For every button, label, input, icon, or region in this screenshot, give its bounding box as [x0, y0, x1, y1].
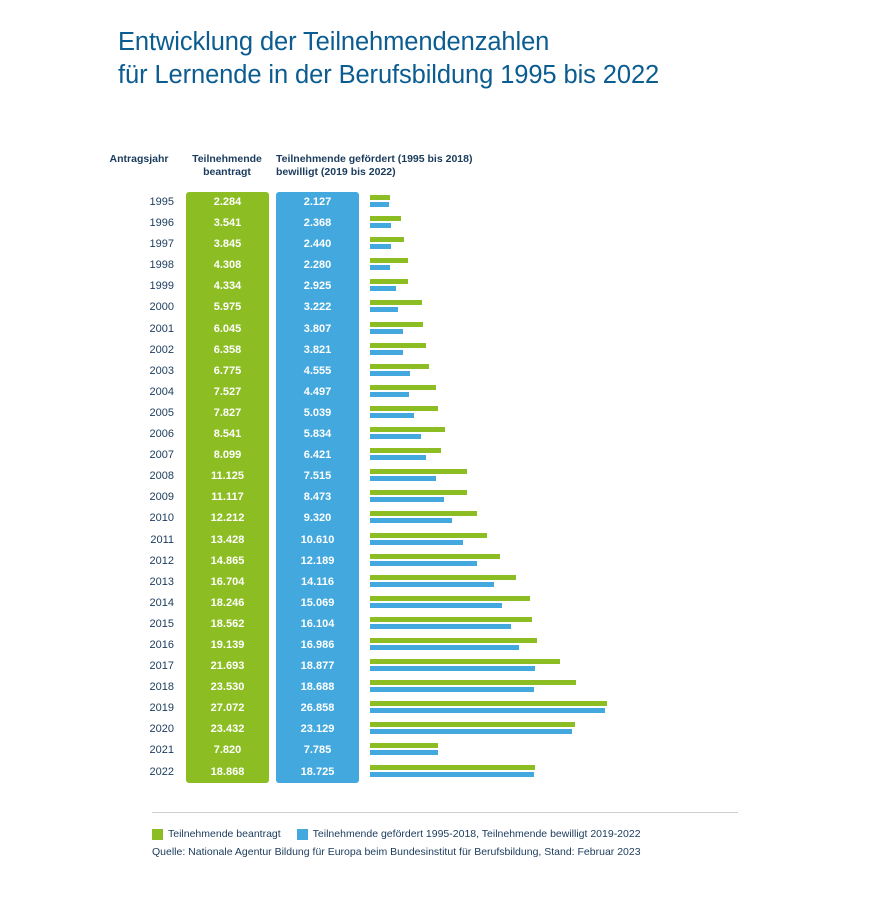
row-funded-value: 18.688: [300, 681, 335, 694]
bar-funded: [370, 624, 511, 629]
row-bars: [370, 617, 532, 633]
row-funded-value: 10.610: [300, 533, 335, 546]
bar-funded: [370, 286, 396, 291]
row-year: 2008: [149, 470, 174, 483]
row-funded-value: 2.280: [303, 259, 332, 272]
bar-funded: [370, 603, 502, 608]
bar-applied: [370, 258, 408, 263]
bar-applied: [370, 195, 390, 200]
row-bars: [370, 406, 438, 422]
row-funded-value: 16.104: [300, 617, 335, 630]
bar-applied: [370, 300, 422, 305]
row-bars: [370, 638, 537, 654]
bar-funded: [370, 540, 463, 545]
row-year: 2013: [149, 575, 174, 588]
bar-applied: [370, 511, 477, 516]
row-year: 1996: [149, 217, 174, 230]
title-line-2: für Lernende in der Berufsbildung 1995 bis 2022: [118, 61, 660, 89]
footer-divider: [152, 812, 738, 813]
bar-funded: [370, 497, 444, 502]
chart-row: [0, 762, 893, 783]
row-bars: [370, 237, 404, 253]
bar-applied: [370, 279, 408, 284]
bar-funded: [370, 772, 534, 777]
row-bars: [370, 448, 441, 464]
row-applied-value: 23.432: [210, 723, 245, 736]
chart-row: [0, 698, 893, 719]
row-year: 2007: [149, 449, 174, 462]
row-applied-value: 18.246: [210, 596, 245, 609]
row-applied-value: 13.428: [210, 533, 245, 546]
row-year: 2005: [149, 406, 174, 419]
bar-funded: [370, 413, 414, 418]
row-funded-value: 9.320: [303, 512, 332, 525]
row-bars: [370, 554, 500, 570]
row-applied-value: 8.541: [213, 428, 242, 441]
row-applied-value: 23.530: [210, 681, 245, 694]
row-year: 2000: [149, 301, 174, 314]
row-funded-value: 8.473: [303, 491, 332, 504]
row-year: 1997: [149, 238, 174, 251]
bar-applied: [370, 490, 467, 495]
row-year: 2019: [149, 702, 174, 715]
bar-applied: [370, 680, 576, 685]
row-year: 2006: [149, 428, 174, 441]
bar-funded: [370, 687, 534, 692]
row-applied-value: 3.845: [213, 238, 242, 251]
bar-funded: [370, 455, 426, 460]
bar-applied: [370, 322, 423, 327]
bar-funded: [370, 750, 438, 755]
row-bars: [370, 490, 467, 506]
row-bars: [370, 322, 423, 338]
row-applied-value: 18.868: [210, 765, 245, 778]
row-funded-value: 16.986: [300, 638, 335, 651]
bar-applied: [370, 575, 516, 580]
chart-row: [0, 192, 893, 213]
row-bars: [370, 300, 422, 316]
chart-row: [0, 403, 893, 424]
row-year: 2010: [149, 512, 174, 525]
row-year: 1995: [149, 196, 174, 208]
row-bars: [370, 533, 487, 549]
chart-row: [0, 530, 893, 551]
chart-row: [0, 213, 893, 234]
row-applied-value: 3.541: [213, 217, 242, 230]
bar-applied: [370, 448, 441, 453]
chart-area: [0, 140, 893, 188]
column-headers: [0, 140, 893, 188]
bar-funded: [370, 561, 477, 566]
bar-funded: [370, 307, 398, 312]
row-bars: [370, 343, 426, 359]
row-year: 1999: [149, 280, 174, 293]
bar-funded: [370, 645, 519, 650]
bar-applied: [370, 343, 426, 348]
chart-row: [0, 382, 893, 403]
bar-applied: [370, 743, 438, 748]
row-year: 2011: [150, 533, 174, 546]
row-funded-value: 2.127: [303, 196, 332, 208]
row-applied-value: 14.865: [210, 554, 245, 567]
chart-row: [0, 719, 893, 740]
row-year: 2020: [149, 723, 174, 736]
bar-applied: [370, 533, 487, 538]
row-applied-value: 8.099: [213, 449, 242, 462]
bar-applied: [370, 427, 445, 432]
row-applied-value: 21.693: [210, 660, 245, 673]
row-bars: [370, 195, 390, 211]
bar-applied: [370, 701, 607, 706]
row-bars: [370, 511, 477, 527]
page-title: [118, 26, 838, 92]
chart-row: [0, 466, 893, 487]
header-year: Antragsjahr: [109, 153, 169, 165]
row-funded-value: 23.129: [300, 723, 335, 736]
chart-row: [0, 487, 893, 508]
header-funded-line-1: Teilnehmende gefördert (1995 bis 2018): [276, 153, 473, 165]
legend-swatch-applied: [152, 829, 163, 840]
chart-row: [0, 319, 893, 340]
row-year: 2004: [149, 385, 174, 398]
bar-funded: [370, 434, 421, 439]
bar-applied: [370, 364, 429, 369]
row-bars: [370, 722, 575, 738]
header-funded: [276, 153, 686, 179]
row-funded-value: 15.069: [300, 596, 335, 609]
row-applied-value: 6.045: [213, 322, 242, 335]
row-year: 2002: [149, 343, 174, 356]
row-year: 2009: [149, 491, 174, 504]
row-applied-value: 18.562: [210, 617, 245, 630]
bar-applied: [370, 237, 404, 242]
row-funded-value: 3.821: [303, 343, 332, 356]
row-bars: [370, 680, 576, 696]
row-applied-value: 4.308: [213, 259, 242, 272]
title-line-1: Entwicklung der Teilnehmendenzahlen: [118, 28, 550, 56]
source-note: Quelle: Nationale Agentur Bildung für Europa beim Bundesinstitut für Berufsbildung, Stand: Februar 2023: [152, 846, 641, 858]
chart-row: [0, 424, 893, 445]
legend-label-funded: Teilnehmende gefördert 1995-2018, Teilnehmende bewilligt 2019-2022: [312, 828, 641, 840]
bar-funded: [370, 708, 605, 713]
bar-applied: [370, 638, 537, 643]
chart-row: [0, 255, 893, 276]
row-year: 2012: [149, 554, 174, 567]
row-funded-value: 3.222: [303, 301, 332, 314]
chart-row: [0, 572, 893, 593]
row-bars: [370, 765, 535, 781]
row-funded-value: 5.039: [303, 406, 332, 419]
row-funded-value: 4.555: [303, 364, 332, 377]
row-year: 2016: [149, 638, 174, 651]
row-year: 2018: [149, 681, 174, 694]
row-funded-value: 5.834: [303, 428, 332, 441]
bar-funded: [370, 223, 391, 228]
bar-funded: [370, 371, 410, 376]
legend-label-applied: Teilnehmende beantragt: [168, 828, 281, 840]
row-year: 2021: [149, 744, 174, 757]
bar-funded: [370, 329, 403, 334]
header-applied-line-2: beantragt: [203, 166, 251, 178]
chart-row: [0, 297, 893, 318]
bar-funded: [370, 476, 436, 481]
row-funded-value: 2.440: [303, 238, 332, 251]
bar-funded: [370, 392, 409, 397]
chart-row: [0, 234, 893, 255]
row-bars: [370, 258, 408, 274]
row-funded-value: 26.858: [300, 702, 335, 715]
bar-applied: [370, 596, 530, 601]
bar-funded: [370, 666, 535, 671]
row-applied-value: 11.125: [210, 470, 245, 483]
bar-applied: [370, 216, 401, 221]
chart-row: [0, 361, 893, 382]
row-funded-value: 4.497: [303, 385, 332, 398]
row-year: 2017: [149, 660, 174, 673]
row-funded-value: 6.421: [303, 449, 332, 462]
row-bars: [370, 427, 445, 443]
row-funded-value: 7.515: [303, 470, 332, 483]
chart-row: [0, 740, 893, 761]
chart-row: [0, 677, 893, 698]
row-applied-value: 5.975: [213, 301, 242, 314]
chart-rows: [0, 192, 893, 783]
row-funded-value: 12.189: [300, 554, 335, 567]
row-year: 2003: [149, 364, 174, 377]
chart-row: [0, 656, 893, 677]
bar-applied: [370, 385, 436, 390]
bar-funded: [370, 244, 391, 249]
bar-funded: [370, 265, 390, 270]
row-bars: [370, 364, 429, 380]
row-year: 2015: [149, 617, 174, 630]
header-funded-line-2: bewilligt (2019 bis 2022): [276, 166, 396, 178]
row-applied-value: 4.334: [213, 280, 242, 293]
row-applied-value: 27.072: [210, 702, 245, 715]
row-funded-value: 3.807: [303, 322, 332, 335]
row-bars: [370, 743, 438, 759]
row-year: 1998: [149, 259, 174, 272]
row-funded-value: 2.925: [303, 280, 332, 293]
bar-funded: [370, 729, 572, 734]
row-applied-value: 7.820: [213, 744, 242, 757]
row-funded-value: 18.877: [300, 660, 335, 673]
row-funded-value: 14.116: [300, 575, 335, 588]
row-bars: [370, 659, 560, 675]
row-applied-value: 11.117: [211, 491, 244, 504]
bar-applied: [370, 406, 438, 411]
row-applied-value: 6.775: [213, 364, 242, 377]
bar-applied: [370, 722, 575, 727]
bar-applied: [370, 765, 535, 770]
bar-funded: [370, 202, 389, 207]
row-bars: [370, 279, 408, 295]
row-bars: [370, 385, 436, 401]
row-funded-value: 18.725: [300, 765, 335, 778]
row-funded-value: 7.785: [303, 744, 332, 757]
row-year: 2001: [149, 322, 174, 335]
bar-applied: [370, 617, 532, 622]
bar-applied: [370, 659, 560, 664]
row-applied-value: 7.527: [213, 385, 242, 398]
row-year: 2022: [149, 765, 174, 778]
bar-funded: [370, 350, 403, 355]
row-year: 2014: [149, 596, 174, 609]
chart-row: [0, 276, 893, 297]
row-bars: [370, 701, 607, 717]
row-bars: [370, 575, 516, 591]
row-applied-value: 12.212: [210, 512, 245, 525]
chart-row: [0, 445, 893, 466]
chart-row: [0, 635, 893, 656]
bar-funded: [370, 582, 494, 587]
row-applied-value: 16.704: [210, 575, 245, 588]
row-applied-value: 2.284: [213, 196, 242, 208]
chart-row: [0, 593, 893, 614]
chart-row: [0, 340, 893, 361]
row-applied-value: 19.139: [210, 638, 245, 651]
chart-row: [0, 551, 893, 572]
bar-funded: [370, 518, 452, 523]
row-applied-value: 6.358: [213, 343, 242, 356]
row-bars: [370, 469, 467, 485]
row-bars: [370, 216, 401, 232]
bar-applied: [370, 554, 500, 559]
row-applied-value: 7.827: [213, 406, 242, 419]
chart-row: [0, 614, 893, 635]
row-funded-value: 2.368: [303, 217, 332, 230]
header-applied-line-1: Teilnehmende: [192, 153, 262, 165]
row-bars: [370, 596, 530, 612]
chart-legend: [152, 828, 643, 840]
header-applied: [180, 153, 274, 179]
chart-row: [0, 508, 893, 529]
bar-applied: [370, 469, 467, 474]
legend-swatch-funded: [297, 829, 308, 840]
